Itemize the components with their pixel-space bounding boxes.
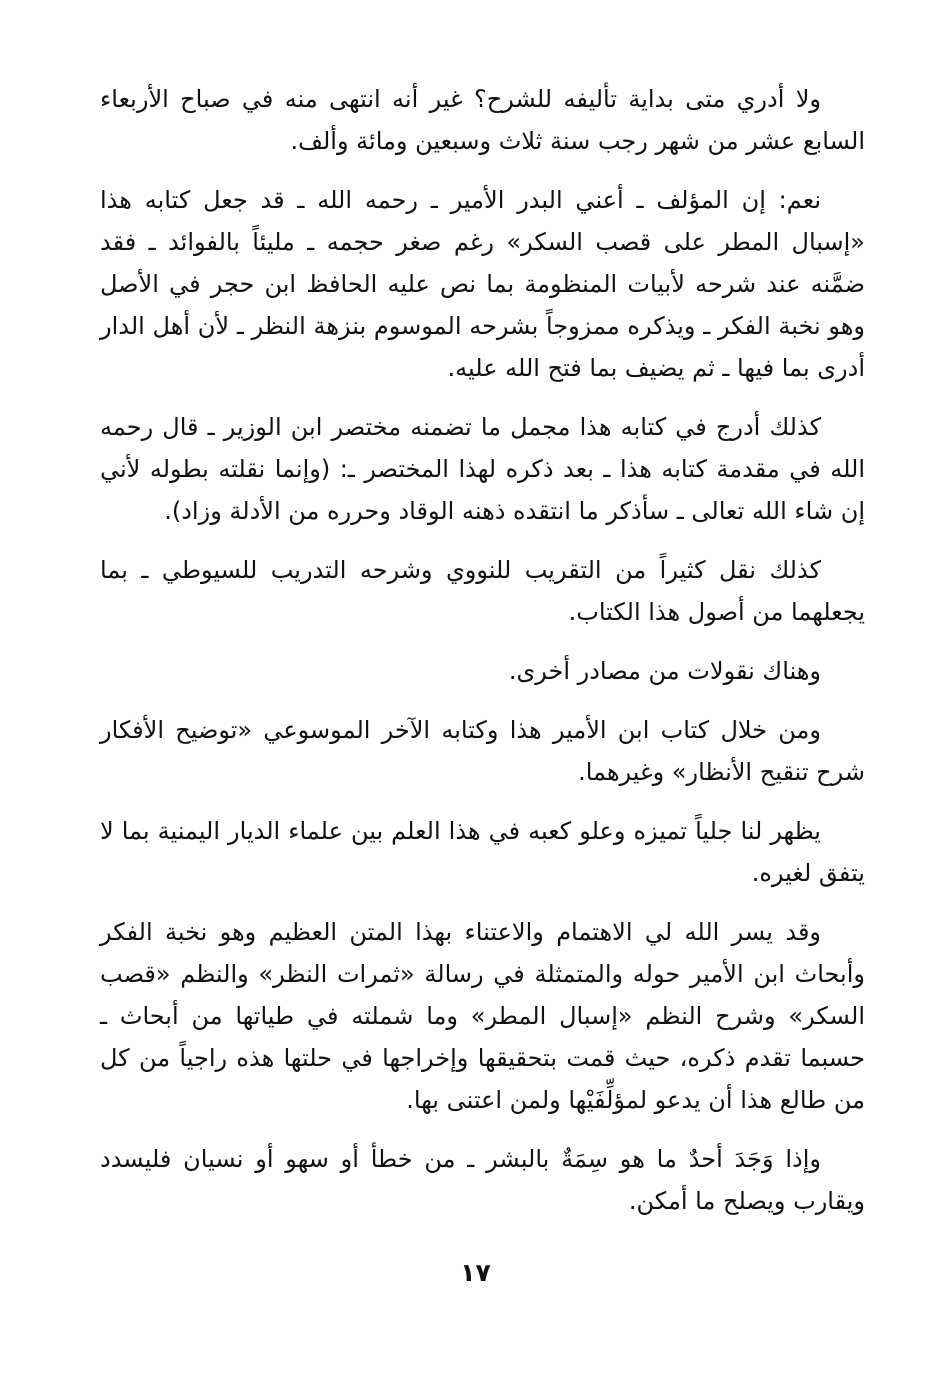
page-body (100, 78, 865, 1239)
paragraph-1: ولا أدري متى بداية تأليفه للشرح؟ غير أنه انتهى منه في صباح الأربعاء السابع عشر من شهر رجب سنة ثلاث وسبعين ومائة وألف. (100, 85, 865, 155)
paragraph-2: نعم: إن المؤلف ـ أعني البدر الأمير ـ رحمه الله ـ قد جعل كتابه هذا «إسبال المطر على قصب السكر» رغم صغر حجمه ـ مليئاً بالفوائد ـ فقد ضمَّنه عند شرحه لأبيات المنظومة بما نص عليه الحافظ ابن حجر في الأصل وهو نخبة الفكر ـ ويذكره ممزوجاً بشرحه الموسوم بنزهة النظر ـ لأن أهل الدار أدرى بما فيها ـ ثم يضيف بما فتح الله عليه. (100, 186, 865, 382)
paragraph-8: وقد يسر الله لي الاهتمام والاعتناء بهذا المتن العظيم وهو نخبة الفكر وأبحاث ابن الأمير حوله والمتمثلة في رسالة «ثمرات النظر» والنظم «قصب السكر» وشرح النظم «إسبال المطر» وما شملته في طياتها من أبحاث ـ حسبما تقدم ذكره، حيث قمت بتحقيقها وإخراجها في حلتها هذه راجياً من كل من طالع هذا أن يدعو لمؤلِّفَيْها ولمن اعتنى بها. (100, 918, 865, 1114)
paragraph-6: ومن خلال كتاب ابن الأمير هذا وكتابه الآخر الموسوعي «توضيح الأفكار شرح تنقيح الأنظار» وغيرهما. (100, 716, 865, 786)
paragraph-4: كذلك نقل كثيراً من التقريب للنووي وشرحه التدريب للسيوطي ـ بما يجعلهما من أصول هذا الكتاب. (100, 556, 865, 626)
paragraph-3: كذلك أدرج في كتابه هذا مجمل ما تضمنه مختصر ابن الوزير ـ قال رحمه الله في مقدمة كتابه هذا ـ بعد ذكره لهذا المختصر ـ: (وإنما نقلته بطوله لأني إن شاء الله تعالى ـ سأذكر ما انتقده ذهنه الوقاد وحرره من الأدلة وزاد). (100, 413, 865, 525)
paragraph-5: وهناك نقولات من مصادر أخرى. (508, 657, 821, 685)
paragraph-7: يظهر لنا جلياً تميزه وعلو كعبه في هذا العلم بين علماء الديار اليمنية بما لا يتفق لغيره. (100, 817, 865, 887)
paragraph-9: وإذا وَجَدَ أحدٌ ما هو سِمَةٌ بالبشر ـ من خطأ أو سهو أو نسيان فليسدد ويقارب ويصلح ما أمكن. (100, 1145, 865, 1215)
page-number: ١٧ (460, 1258, 491, 1287)
